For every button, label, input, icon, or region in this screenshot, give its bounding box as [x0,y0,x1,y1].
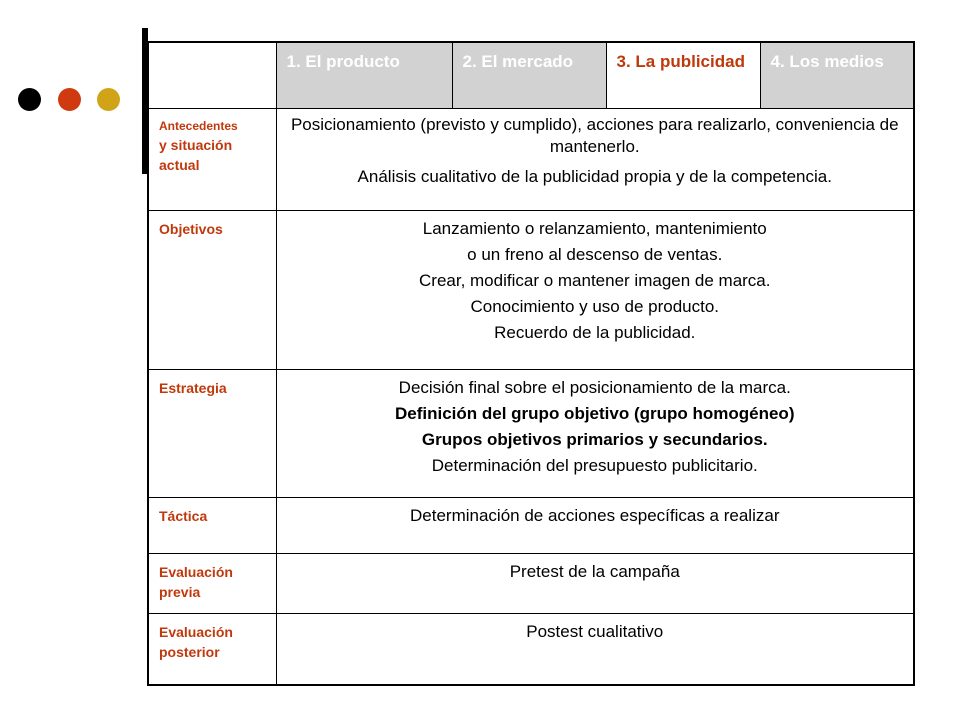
content-line: Recuerdo de la publicidad. [494,323,696,343]
header-mercado: 2. El mercado [452,42,606,108]
row-antecedentes [148,108,914,210]
row-label-line2: y situación actual [159,136,233,173]
row-label-line1: Antecedentes [159,118,238,133]
row-label-evaluacion-posterior: Evaluación posterior [148,614,276,685]
row-tactica [148,497,914,553]
row-label-estrategia: Estrategia [148,369,276,497]
content-line: Posicionamiento (previsto y cumplido), acciones para realizarlo, conveniencia de mantenerlo. [290,114,899,156]
content-line: Postest cualitativo [526,622,664,642]
content-line: o un freno al descenso de ventas. [467,245,723,265]
header-producto: 1. El producto [276,42,452,108]
content-line-bold: Definición del grupo objetivo (grupo homogéneo) [395,403,795,423]
content-line: Conocimiento y uso de producto. [470,297,720,317]
content-line: Lanzamiento o relanzamiento, mantenimiento [422,219,767,239]
row-content-estrategia [276,369,914,497]
content-line: Análisis cualitativo de la publicidad propia y de la competencia. [357,166,832,186]
row-content-evaluacion-previa [276,554,914,614]
content-line: Crear, modificar o mantener imagen de marca. [419,271,771,291]
row-content-evaluacion-posterior [276,614,914,685]
row-content-tactica [276,497,914,553]
row-objetivos [148,211,914,369]
row-evaluacion-posterior [148,614,914,685]
campaign-table [147,41,915,686]
row-label-antecedentes [148,108,276,210]
decor-dot-black [18,88,41,111]
decor-dot-orange [58,88,81,111]
row-content-objetivos [276,211,914,369]
row-content-antecedentes [276,108,914,210]
header-publicidad: 3. La publicidad [606,42,760,108]
row-estrategia [148,369,914,497]
decor-dot-gold [97,88,120,111]
content-line: Decisión final sobre el posicionamiento de la marca. [398,377,791,397]
content-line-bold: Grupos objetivos primarios y secundarios. [421,429,768,449]
content-line: Determinación de acciones específicas a realizar [410,505,780,525]
row-label-objetivos: Objetivos [148,211,276,369]
row-label-evaluacion-previa: Evaluación previa [148,554,276,614]
content-line: Determinación del presupuesto publicitario. [431,455,758,475]
header-empty-cell [148,42,276,108]
header-medios: 4. Los medios [760,42,914,108]
content-line: Pretest de la campaña [509,562,680,582]
row-label-tactica: Táctica [148,497,276,553]
header-row [148,42,914,108]
row-evaluacion-previa [148,554,914,614]
